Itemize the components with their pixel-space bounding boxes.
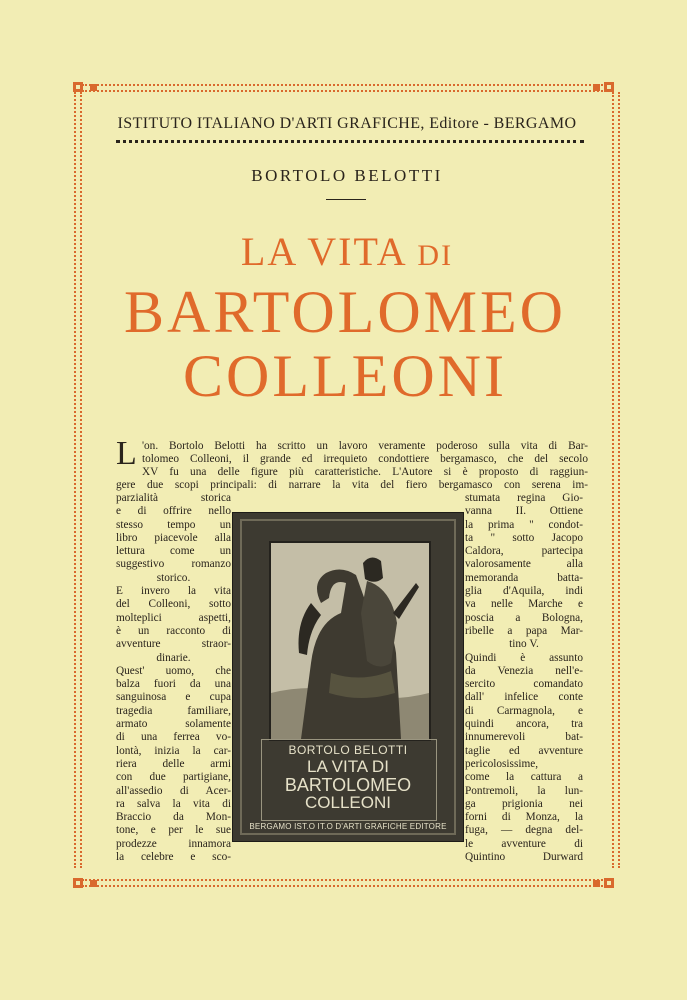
right-text-column — [465, 492, 583, 864]
title-line-3: COLLEONI — [183, 343, 507, 409]
column-line: Caldora, partecipa — [465, 545, 583, 558]
column-line: lontà, inizia la car- — [116, 744, 231, 757]
column-line: riera delle armi — [116, 757, 231, 770]
frame-corner-ornament — [90, 880, 97, 887]
frame-right-border — [612, 92, 620, 868]
column-line: ga prigionia nei — [465, 797, 583, 810]
column-line: fuga, — degna del- — [465, 824, 583, 837]
column-line: sercito comandato — [465, 678, 583, 691]
column-line: armato solamente — [116, 718, 231, 731]
author-name: BORTOLO BELOTTI — [251, 166, 443, 185]
intro-line: gere due scopi principali: di narrare la vita del fiero bergamasco con serena im- — [116, 479, 588, 491]
column-line: sanguinosa e cupa — [116, 691, 231, 704]
cover-title-line-1: LA VITA DI — [307, 757, 389, 776]
column-line: di una ferrea vo- — [116, 731, 231, 744]
cover-imprint: BERGAMO IST.O IT.O D'ARTI GRAFICHE EDITORE — [249, 822, 447, 831]
column-line: taglie ed avventure — [465, 744, 583, 757]
intro-paragraph — [116, 435, 588, 492]
column-line: valorosamente alla — [465, 558, 583, 571]
intro-line: tolomeo Colleoni, il grande ed irrequieto condottiere bergamasco, che del secolo — [142, 453, 588, 465]
column-line: Quest' uomo, che — [116, 664, 231, 677]
frame-corner-ornament — [73, 878, 83, 888]
column-line: suggestivo romanzo — [116, 558, 231, 571]
frame-corner-ornament — [604, 878, 614, 888]
frame-left-border — [74, 92, 82, 868]
column-line: Pontremoli, la lun- — [465, 784, 583, 797]
column-line: vanna II. Ottiene — [465, 505, 583, 518]
column-line: prodezze innamora — [116, 837, 231, 850]
title-line-2: BARTOLOMEO — [124, 279, 566, 345]
cover-title-line-3: COLLEONI — [305, 793, 391, 812]
frame-bottom-border — [82, 879, 606, 887]
title-line-1 — [108, 228, 586, 275]
knight-horse-drawing — [271, 543, 429, 739]
book-cover-image — [232, 512, 464, 842]
column-line: le avventure di — [465, 837, 583, 850]
left-text-column — [116, 492, 231, 864]
frame-corner-ornament — [593, 880, 600, 887]
frame-corner-ornament — [73, 82, 83, 92]
column-line: stesso tempo un — [116, 518, 231, 531]
column-line: ra salva la vita di — [116, 797, 231, 810]
publisher-line: ISTITUTO ITALIANO D'ARTI GRAFICHE, Editore - BERGAMO — [117, 115, 577, 132]
column-line: forni di Monza, la — [465, 811, 583, 824]
column-line: la celebre e sco- — [116, 851, 231, 864]
column-line: è un racconto di — [116, 624, 231, 637]
column-line: con due partigiane, — [116, 771, 231, 784]
column-line: dinarie. — [156, 651, 191, 664]
column-line: ta " sotto Jacopo — [465, 531, 583, 544]
title-la-vita: LA VITA — [240, 229, 406, 274]
intro-line: 'on. Bortolo Belotti ha scritto un lavoro veramente poderoso sulla vita di Bar- — [142, 440, 588, 452]
frame-top-border — [82, 84, 606, 92]
column-line: da Venezia nell'e- — [465, 664, 583, 677]
column-line: molteplici aspetti, — [116, 611, 231, 624]
cover-author: BORTOLO BELOTTI — [288, 743, 408, 757]
cover-title-line-2: BARTOLOMEO — [284, 775, 412, 795]
column-line: Quindi è assunto — [465, 651, 583, 664]
column-line: Quintino Durward — [465, 851, 583, 864]
column-line: va nelle Marche e — [465, 598, 583, 611]
column-line: come la cattura a — [465, 771, 583, 784]
column-line: la prima " condot- — [465, 518, 583, 531]
frame-corner-ornament — [90, 84, 97, 91]
column-line: pericolosissime, — [465, 757, 539, 770]
column-line: Braccio da Mon- — [116, 811, 231, 824]
column-line: E invero la vita — [116, 585, 231, 598]
column-line: all'assedio di Acer- — [116, 784, 231, 797]
column-line: e di offrire nello — [116, 505, 231, 518]
column-line: lettura come un — [116, 545, 231, 558]
author-underline — [326, 199, 366, 200]
column-line: dall' infelice conte — [465, 691, 583, 704]
column-line: memoranda batta- — [465, 571, 583, 584]
drop-cap: L — [116, 435, 137, 472]
column-line: balza fuori da una — [116, 678, 231, 691]
column-line: glia d'Aquila, indi — [465, 585, 583, 598]
column-line: tino V. — [509, 638, 539, 651]
frame-corner-ornament — [593, 84, 600, 91]
column-line: di Carmagnola, e — [465, 704, 583, 717]
column-line: stumata regina Gio- — [465, 492, 583, 504]
column-line: del Colleoni, sotto — [116, 598, 231, 611]
column-line: quindi ancora, tra — [465, 718, 583, 731]
column-line: tragedia familiare, — [116, 704, 231, 717]
column-line: ribelle a papa Mar- — [465, 624, 583, 637]
dotted-rule — [116, 140, 584, 143]
frame-corner-ornament — [604, 82, 614, 92]
intro-line: XV fu una delle figure più caratteristiche. L'Autore si è proposto di raggiun- — [142, 466, 588, 478]
column-line: libro piacevole alla — [116, 531, 231, 544]
column-line: parzialità storica — [116, 492, 231, 504]
column-line: tone, e per le sue — [116, 824, 231, 837]
equestrian-knight-illustration — [269, 541, 431, 741]
column-line: avventure straor- — [116, 638, 231, 651]
title-di: DI — [417, 239, 454, 272]
column-line: innumerevoli bat- — [465, 731, 583, 744]
column-line: poscia a Bologna, — [465, 611, 583, 624]
column-line: storico. — [156, 571, 191, 584]
